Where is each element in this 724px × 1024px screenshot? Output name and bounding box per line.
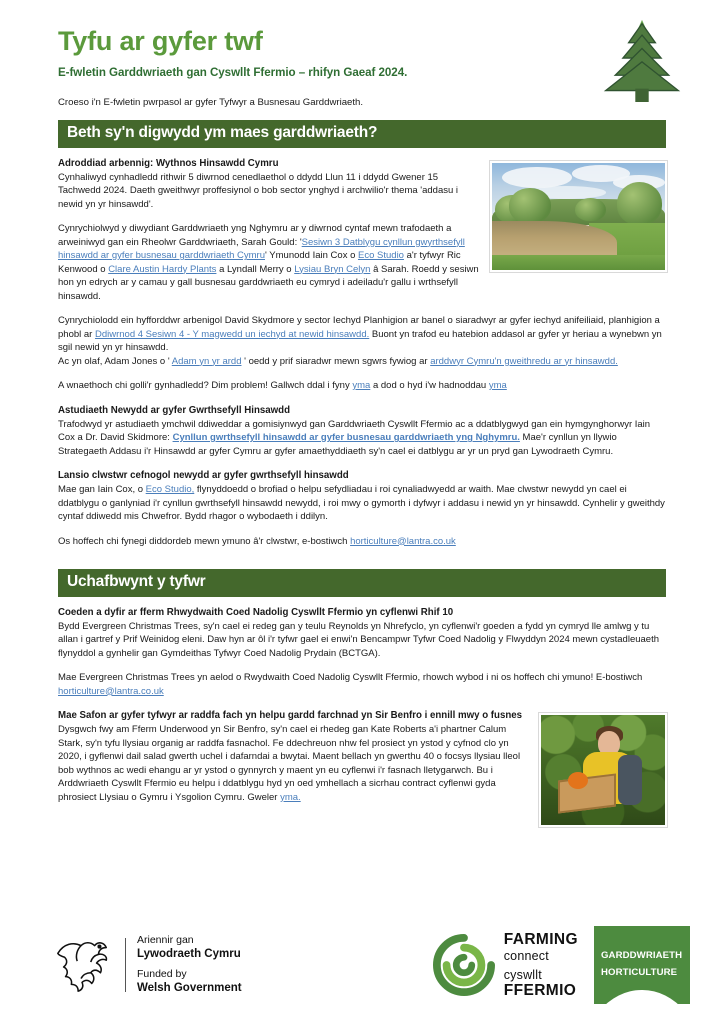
fc-line-3: cyswllt (503, 967, 542, 982)
text-pre: Trafodwyd yr astudiaeth ymchwil ddiweddar a gomisiynwyd gan Garddwriaeth Cyswllt Ffermio ac a ddatblygwyd gan ein hymgynghorwyr Iain Cox a Dr. David Skidmore: (58, 418, 651, 444)
link-cynllun-gwrthsefyll[interactable]: Cynllun gwrthsefyll hinsawdd ar gyfer busnesau garddwriaeth yng Nghymru. (172, 432, 520, 444)
text-post: Buont yn trafod eu hatebion addasol ar gyfer yr heriau a wynebwn yn sgil newid yn yr hinsawdd. (58, 328, 662, 354)
link-email-horticulture-1[interactable]: horticulture@lantra.co.uk (350, 535, 456, 547)
link-diwrnod-4-sesiwn-4[interactable]: Ddiwrnod 4 Sesiwn 4 - Y magwedd un iechyd at newid hinsawdd. (94, 328, 370, 340)
paragraph-adam-jones (58, 355, 668, 368)
text-post: flynyddoedd o brofiad o helpu sefydliadau i roi cynaliadwyedd ar waith. Mae clwstwr newydd yn cael ei ddatblygu o ganlyniad i'r cynllun gwrthsefyll hinsawdd newydd, i roi mwy o gymorth i dyfwyr i addasu i newid yn yr hinsawdd. Cynhelir y gweithdy cyntaf ddiwedd mis Chwefror. Bydd rhagor o wybodaeth i ddilyn. (58, 484, 665, 523)
link-yma-underwood[interactable]: yma. (280, 791, 301, 803)
farming-connect-logo (433, 931, 578, 999)
paragraph-express-interest (58, 535, 668, 548)
heading-small-grower-standard: Mae Safon ar gyfer tyfwyr ar raddfa fach yn helpu gardd farchnad yn Sir Benfro i ennill mwy o fusnes (58, 710, 523, 722)
paragraph-tree-farm: Bydd Evergreen Christmas Trees, sy'n cael ei redeg gan y teulu Reynolds yn Nhrefyclo, yn cyflenwi'r goeden a fydd yn cymryd lle amlwg y tu allan i gartref y Prif Weinidog eleni. Daw hyn ar ôl i'r tyfwr gael ei enwi'n Bencampwr Tyfwr Coed Nadolig y Flwyddyn 2024 mewn cystadleuaeth flynyddol a gynhelir gan Gymdeithas Tyfwyr Coed Nadolig Prydain (BCTGA). (58, 620, 660, 659)
banner-whats-happening: Beth sy'n digwydd ym maes garddwriaeth? (58, 120, 666, 148)
text-pre: Cynrychiolodd ein hyfforddwr arbenigol David Skydmore y sector Iechyd Planhigion ar banel o siaradwyr ar gyfer iechyd anifeiliaid, planhigion a phobl ar (58, 315, 660, 340)
wg-line-4: Welsh Government (137, 982, 242, 995)
text-mid1: ' Ymunodd Iain Cox o (265, 250, 359, 262)
text-pre: Cynrychiolwyd y diwydiant Garddwriaeth yng Nghymru ar y diwrnod cyntaf mewn trafodaeth a arweiniwyd gan ein Rheolwr Garddwriaeth, Sarah Gould: ' (58, 223, 452, 248)
farming-connect-swirl-icon (433, 934, 495, 996)
text-pre: Dysgwch fwy am Fferm Underwood yn Sir Benfro, sy'n cael ei rhedeg gan Kate Roberts a'i phartner Calum Stark, sy'n tyfu llysiau organig ar raddfa fasnachol. Fe ddechreuon nhw fel prosiect yn ystod y cyfnod clo yn 2020, i gyflenwi dail salad gwerth uchel i dafarndai a bwytai. Maent bellach yn gwerthu 40 o focsys llysiau lleol bob wythnos ac wedi ehangu ar yr ystod o gynnyrch y maent yn eu cyflenwi i'r fasnach lletygarwch. Bu i Arddwriaeth Cyswllt Ffermio eu helpu i ddatblygu hyd yn oed ymhellach a sicrhau contract cyflenwi gyda phrosiect Llysiau o Gymru i Ysgolion Cymru. Gweler (58, 724, 521, 803)
hort-line-2: HORTICULTURE (601, 967, 678, 978)
text-post: â Sarah. Roedd y sesiwn hon yn edrych ar y camau y gall busnesau garddwriaeth eu cymryd i adeiladu'r gallu i wrthsefyll hinsawdd. (58, 263, 479, 302)
link-eco-studio-2[interactable]: Eco Studio, (145, 484, 195, 496)
text-mid3: a Lyndall Merry o (216, 263, 295, 275)
text-pre: A wnaethoch chi golli'r gynhadledd? Dim problem! Gallwch ddal i fyny (58, 380, 353, 392)
link-eco-studio[interactable]: Eco Studio (358, 250, 404, 262)
wg-line-3: Funded by (137, 968, 187, 980)
link-clare-austin-hardy-plants[interactable]: Clare Austin Hardy Plants (108, 263, 217, 275)
hort-line-1: GARDDWRIAETH (601, 950, 683, 962)
paragraph-missed-conference (58, 379, 668, 392)
fc-line-4: FFERMIO (503, 981, 577, 999)
heading-new-study: Astudiaeth Newydd ar gyfer Gwrthsefyll Hinsawdd (58, 404, 291, 416)
text-mid2: a'r tyfwyr Ric Kenwood o (58, 250, 461, 275)
fc-line-1: FARMING (503, 931, 578, 949)
welsh-government-logo (52, 933, 242, 998)
footer-right-logos (433, 926, 690, 1004)
heading-tree-farm: Coeden a dyfir ar fferm Rhwydwaith Coed Nadolig Cyswllt Ffermio yn cyflenwi Rhif 10 (58, 606, 454, 618)
footer-divider (125, 938, 126, 992)
text-mid1: ' oedd y prif siaradwr mewn sgwrs fywiog ar (241, 355, 431, 367)
page-subtitle: E-fwletin Garddwriaeth gan Cyswllt Ffermio – rhifyn Gaeaf 2024. (58, 66, 408, 80)
paragraph-cluster-launch (58, 483, 668, 523)
paragraph-new-study (58, 418, 668, 458)
page-title: Tyfu ar gyfer twf (58, 26, 263, 56)
text-pre: Ac yn olaf, Adam Jones o ' (58, 355, 172, 367)
heading-cluster-launch: Lansio clwstwr cefnogol newydd ar gyfer gwrthsefyll hinsawdd (58, 470, 349, 482)
paragraph-skydmore (58, 314, 668, 354)
link-arddwyr-cymru[interactable]: arddwyr Cymru'n gweithredu ar yr hinsawdd. (430, 355, 618, 367)
welsh-government-text (137, 933, 242, 998)
link-yma-resources[interactable]: yma (488, 380, 507, 392)
link-email-horticulture-2[interactable]: horticulture@lantra.co.uk (58, 685, 164, 697)
banner-grower-highlight: Uchafbwynt y tyfwr (58, 569, 666, 597)
wg-line-2: Lywodraeth Cymru (137, 948, 241, 961)
text-pre: Mae gan Iain Cox, o (58, 484, 146, 496)
christmas-tree-icon (594, 16, 690, 102)
fc-line-2: connect (503, 948, 549, 963)
intro-text: Croeso i'n E-fwletin pwrpasol ar gyfer Tyfwyr a Busnesau Garddwriaeth. (58, 97, 364, 109)
wg-line-1: Ariennir gan (137, 933, 194, 946)
farming-connect-text (504, 931, 578, 999)
horticulture-logo (594, 926, 690, 1004)
hort-arc-shape (594, 990, 690, 1004)
link-lysiau-bryn-celyn[interactable]: Lysiau Bryn Celyn (294, 263, 371, 275)
grower-with-crate-photo (538, 712, 668, 828)
text-pre: Os hoffech chi fynegi diddordeb mewn ymuno â'r clwstwr, e-bostiwch (58, 535, 351, 547)
text-pre: Mae Evergreen Christmas Trees yn aelod o Rwydwaith Coed Nadolig Cyswllt Ffermio, rhowch wybod i ni os hoffech chi ymuno! E-bostiwch (58, 672, 643, 684)
heading-climate-week: Adroddiad arbennig: Wythnos Hinsawdd Cymru (58, 157, 279, 169)
section-whats-happening (0, 157, 724, 557)
page-footer (0, 906, 724, 1024)
link-yma-catchup[interactable]: yma (352, 380, 371, 392)
page-header (0, 0, 724, 108)
text-mid1: a dod o hyd i'w hadnoddau (370, 380, 489, 392)
link-adam-yn-yr-ardd[interactable]: Adam yn yr ardd (171, 355, 242, 367)
link-sesiwn-3[interactable]: Sesiwn 3 Datblygu cynllun gwyrthsefyll hinsawdd ar gyfer busnesau garddwriaeth Cymru (58, 236, 465, 262)
section-grower-highlight (0, 606, 724, 833)
text-post: Mae'r cynllun yn llywio Strategaeth Addasu i'r Hinsawdd ar gyfer Cymru ar gyfer amaethyddiaeth sy'n cael ei datblygu ar yr un pryd gan Lywodraeth Cymru. (58, 432, 617, 457)
paragraph-climate-week: Cynhaliwyd cynhadledd rithwir 5 diwrnod cenedlaethol o ddydd Llun 11 i ddydd Gwener 15 Tachwedd 2024. Daeth gweithwyr proffesiynol o bob sector ynghyd i archwilio'r thema 'addasu i newid yn yr hinsawdd'. (58, 171, 459, 210)
flooded-field-photo (489, 160, 668, 273)
paragraph-network-member (58, 671, 668, 698)
welsh-dragon-icon (52, 934, 114, 996)
